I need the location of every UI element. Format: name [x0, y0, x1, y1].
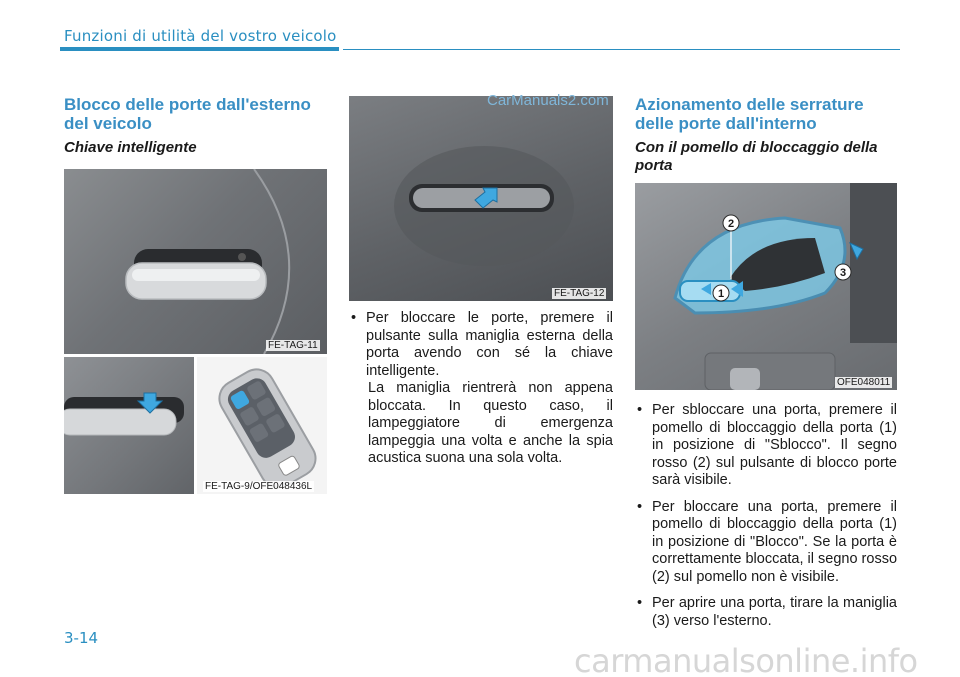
middle-bullet-list [349, 310, 613, 389]
list-item: • Per bloccare una porta, premere il pomello di bloccaggio della porta (1) in posizione di "Blocco". Se la porta è correttamente bloccata, il segno rosso (2) sul pomello non è visibile. [635, 499, 897, 587]
figure-caption: FE-TAG-11 [268, 340, 318, 351]
smart-key-photo [197, 357, 327, 494]
section-heading-exterior-lock: Blocco delle porte dall'esterno del veicolo [64, 95, 311, 133]
callout-3: 3 [839, 267, 847, 279]
callout-1: 1 [717, 288, 725, 300]
smart-key-illustration [197, 357, 327, 494]
handle-button-illustration [64, 357, 194, 494]
list-item: • Per aprire una porta, tirare la maniglia (3) verso l'esterno. [635, 595, 897, 630]
page-number: 3-14 [64, 629, 99, 647]
interior-handle-photo [635, 183, 897, 390]
figure-caption: OFE048011 [837, 377, 891, 388]
header-rule-thick [60, 47, 339, 51]
subheading-smart-key: Chiave intelligente [64, 139, 197, 156]
list-item: • Per sbloccare una porta, premere il pomello di bloccaggio della porta (1) in posizione di "Sblocco". Il segno rosso (2) sul pulsante di blocco porte sarà visibile. [635, 402, 897, 490]
handle-button-photo [64, 357, 194, 494]
header-rule-thin [343, 49, 900, 50]
callout-2: 2 [727, 218, 735, 230]
subheading-lock-knob: Con il pomello di bloccaggio della porta [635, 139, 878, 174]
running-header: Funzioni di utilità del vostro veicolo [64, 27, 337, 45]
figure-caption: FE-TAG-12 [554, 288, 605, 299]
middle-paragraph: La maniglia rientrerà non appena bloccata. In questo caso, il lampeggiatore di emergenza lampeggia una volta e anche la spia acustica suona una sola volta. [368, 380, 613, 466]
handle-retract-photo [349, 96, 613, 301]
interior-handle-illustration [635, 183, 897, 390]
handle-retract-illustration [349, 96, 613, 301]
section-heading-interior-lock: Azionamento delle serrature delle porte dall'interno [635, 95, 864, 133]
figure-caption: FE-TAG-9/OFE048436L [205, 481, 313, 492]
door-handle-illustration [64, 169, 327, 354]
right-bullet-list [635, 402, 897, 639]
footer-watermark: carmanualsonline.info [574, 642, 918, 677]
watermark-text: CarManuals2.com [487, 92, 609, 109]
list-item: • Per bloccare le porte, premere il pulsante sulla maniglia esterna della porta avendo con sé la chiave intelligente. [349, 310, 613, 380]
door-handle-photo [64, 169, 327, 354]
